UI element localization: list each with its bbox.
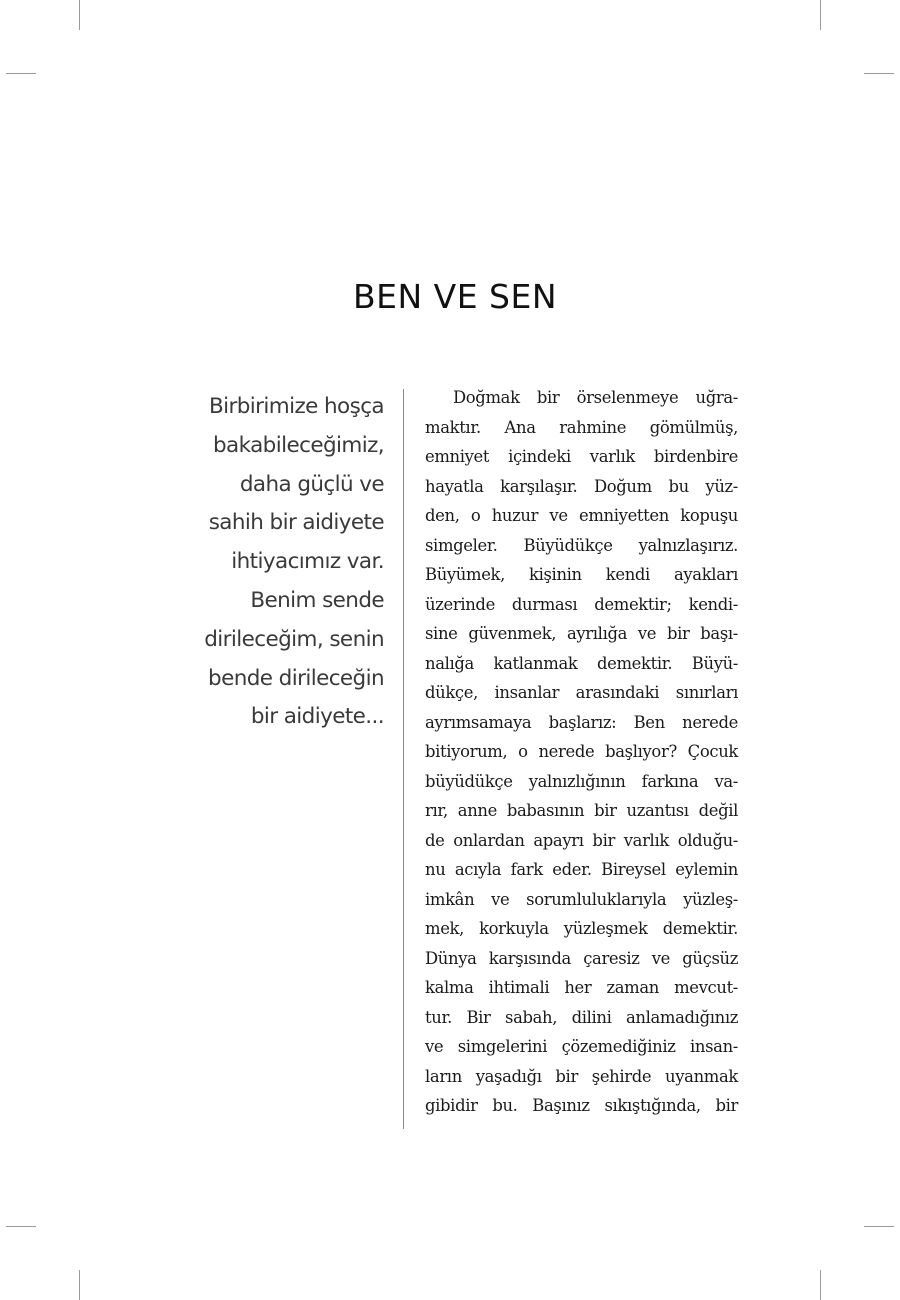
crop-mark-right-top xyxy=(864,73,894,74)
pull-quote-line: bende dirileceğin xyxy=(208,665,384,691)
pull-quote-line: bir aidiyete... xyxy=(250,704,384,730)
body-line: dükçe, insanlar arasındaki sınırları xyxy=(425,683,738,702)
body-line: üzerinde durması demektir; kendi- xyxy=(425,594,738,614)
body-line: ların yaşadığı bir şehirde uyanmak xyxy=(425,1066,738,1086)
crop-mark-bottom-left xyxy=(79,1270,80,1300)
crop-mark-top-right xyxy=(820,0,821,30)
crop-mark-top-left xyxy=(79,0,80,30)
body-line: maktır. Ana rahmine gömülmüş, xyxy=(425,417,738,437)
pull-quote-line: dirileceğim, senin xyxy=(204,626,384,652)
pull-quote-line: sahih bir aidiyete xyxy=(208,510,384,536)
body-line: Büyümek, kişinin kendi ayakları xyxy=(425,565,738,584)
body-line: Dünya karşısında çaresiz ve güçsüz xyxy=(425,948,738,968)
pull-quote-line: daha güçlü ve xyxy=(239,471,384,497)
body-line: ayrımsamaya başlarız: Ben nerede xyxy=(425,712,738,732)
pull-quote-line: ihtiyacımız var. xyxy=(231,549,384,575)
body-line: mek, korkuyla yüzleşmek demektir. xyxy=(425,919,738,938)
body-line: hayatla karşılaşır. Doğum bu yüz- xyxy=(425,476,738,496)
body-line: nalığa katlanmak demektir. Büyü- xyxy=(425,653,738,673)
body-line: rır, anne babasının bir uzantısı değil xyxy=(425,801,738,820)
body-line: nu acıyla fark eder. Bireysel eylemin xyxy=(425,860,738,879)
pull-quote-line: Benim sende xyxy=(250,587,384,613)
body-line: tur. Bir sabah, dilini anlamadığınız xyxy=(425,1007,738,1027)
body-line: Doğmak bir örselenmeye uğra- xyxy=(453,388,738,407)
body-line: imkân ve sorumluluklarıyla yüzleş- xyxy=(425,889,738,909)
pull-quote-line: bakabileceğimiz, xyxy=(213,432,384,458)
body-line: sine güvenmek, ayrılığa ve bir başı- xyxy=(425,624,738,643)
body-paragraph xyxy=(425,383,738,1121)
pull-quote-line: Birbirimize hoşça xyxy=(208,394,384,419)
crop-mark-bottom-right xyxy=(820,1270,821,1300)
body-line: emniyet içindeki varlık birdenbire xyxy=(425,447,738,466)
body-line: den, o huzur ve emniyetten kopuşu xyxy=(425,506,738,525)
body-line: büyüdükçe yalnızlığının farkına va- xyxy=(425,771,738,791)
body-line: gibidir bu. Başınız sıkıştığında, bir xyxy=(425,1096,738,1115)
pull-quote xyxy=(150,388,384,737)
body-line: simgeler. Büyüdükçe yalnızlaşırız. xyxy=(425,535,738,555)
body-line: de onlardan apayrı bir varlık olduğu- xyxy=(425,830,738,850)
column-divider xyxy=(403,389,404,1129)
crop-mark-left-top xyxy=(6,73,36,74)
chapter-title: BEN VE SEN xyxy=(352,277,558,316)
body-line: bitiyorum, o nerede başlıyor? Çocuk xyxy=(425,742,738,761)
body-line: ve simgelerini çözemediğiniz insan- xyxy=(425,1037,738,1056)
crop-mark-right-bottom xyxy=(864,1226,894,1227)
crop-mark-left-bottom xyxy=(6,1226,36,1227)
body-line: kalma ihtimali her zaman mevcut- xyxy=(425,978,738,997)
